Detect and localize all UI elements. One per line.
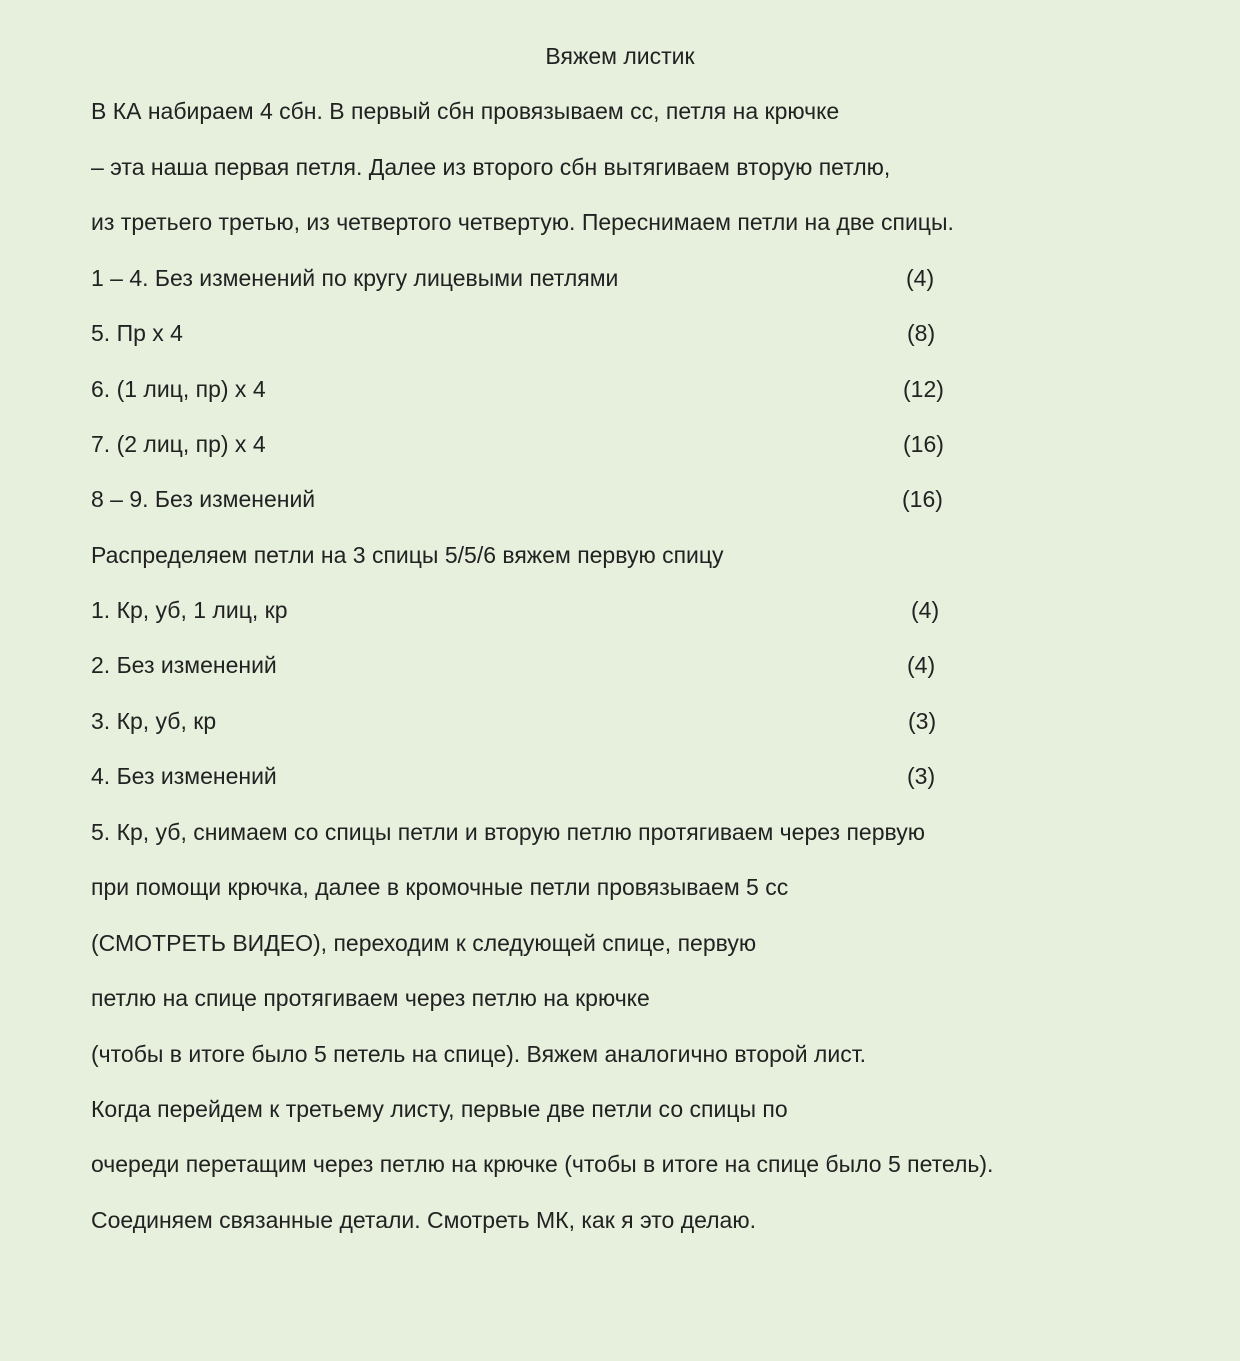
distribute-line: Распределяем петли на 3 спицы 5/5/6 вяжем первую спицу xyxy=(91,542,724,568)
final-line-3: (СМОТРЕТЬ ВИДЕО), переходим к следующей спице, первую xyxy=(91,930,757,956)
final-line-4: петлю на спице протягиваем через петлю на крючке xyxy=(91,985,650,1011)
row-1-4-count: (4) xyxy=(906,265,935,291)
leaf-row-3-text: 3. Кр, уб, кр xyxy=(91,708,217,734)
leaf-row-3-count: (3) xyxy=(908,708,937,734)
leaf-row-1-text: 1. Кр, уб, 1 лиц, кр xyxy=(91,597,288,623)
row-6-text: 6. (1 лиц, пр) х 4 xyxy=(91,376,266,402)
final-line-7: очереди перетащим через петлю на крючке (чтобы в итоге на спице было 5 петель). xyxy=(91,1151,994,1177)
leaf-row-4-count: (3) xyxy=(907,763,936,789)
leaf-row-2-count: (4) xyxy=(907,652,936,678)
final-line-8: Соединяем связанные детали. Смотреть МК, как я это делаю. xyxy=(91,1207,756,1233)
leaf-row-1-count: (4) xyxy=(911,597,940,623)
row-7-text: 7. (2 лиц, пр) х 4 xyxy=(91,431,266,457)
row-7-count: (16) xyxy=(903,431,944,457)
row-8-9-text: 8 – 9. Без изменений xyxy=(91,486,316,512)
document-title: Вяжем листик xyxy=(545,43,695,69)
row-5-count: (8) xyxy=(907,320,936,346)
final-line-2: при помощи крючка, далее в кромочные петли провязываем 5 сс xyxy=(91,874,789,900)
leaf-row-2-text: 2. Без изменений xyxy=(91,652,277,678)
row-5-text: 5. Пр х 4 xyxy=(91,320,183,346)
final-line-5: (чтобы в итоге было 5 петель на спице). Вяжем аналогично второй лист. xyxy=(91,1041,867,1067)
row-6-count: (12) xyxy=(903,376,944,402)
intro-line-3: из третьего третью, из четвертого четвертую. Переснимаем петли на две спицы. xyxy=(91,209,954,235)
row-8-9-count: (16) xyxy=(902,486,943,512)
intro-line-2: – эта наша первая петля. Далее из второго сбн вытягиваем вторую петлю, xyxy=(91,154,891,180)
final-line-1: 5. Кр, уб, снимаем со спицы петли и вторую петлю протягиваем через первую xyxy=(91,819,925,845)
leaf-row-4-text: 4. Без изменений xyxy=(91,763,277,789)
intro-line-1: В КА набираем 4 сбн. В первый сбн провязываем сс, петля на крючке xyxy=(91,98,840,124)
row-1-4-text: 1 – 4. Без изменений по кругу лицевыми петлями xyxy=(91,265,619,291)
final-line-6: Когда перейдем к третьему листу, первые две петли со спицы по xyxy=(91,1096,788,1122)
